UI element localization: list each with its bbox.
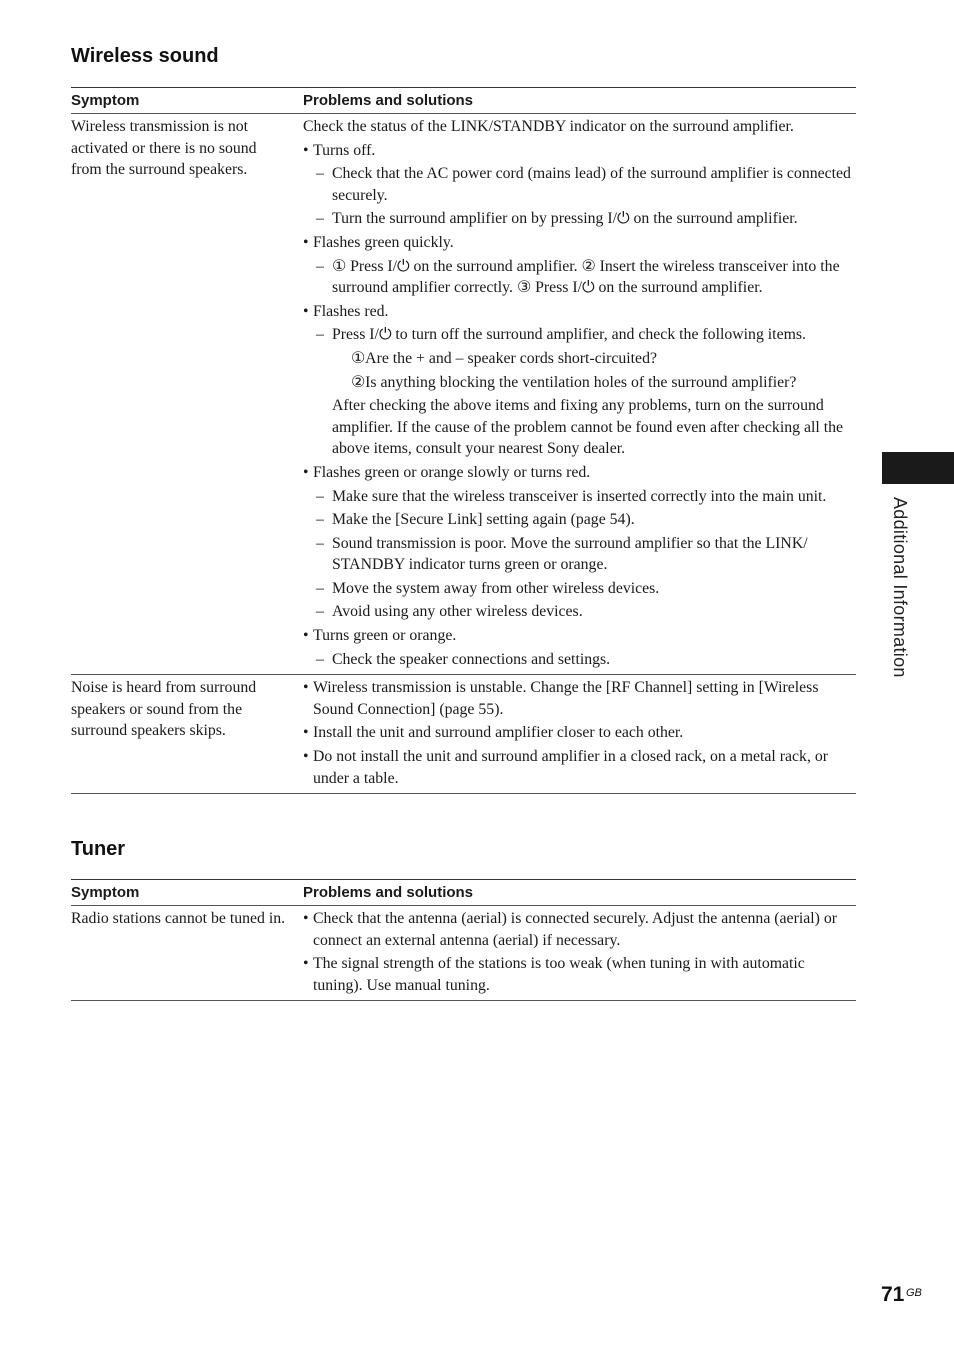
symptom-header: Symptom — [71, 880, 303, 906]
solution-lead: Check the status of the LINK/STANDBY indicator on the surround amplifier. — [303, 118, 794, 135]
dash-item — [303, 509, 856, 531]
bullet-text: Turns off. — [313, 141, 376, 159]
section-title-wireless-sound: Wireless sound — [71, 45, 219, 67]
dash-icon: – — [316, 650, 324, 668]
symptom-cell: Noise is heard from surround speakers or sound from the surround speakers skips. — [71, 675, 303, 794]
solutions-cell — [303, 906, 856, 1001]
dash-item — [303, 256, 856, 299]
symptom-cell: Radio stations cannot be tuned in. — [71, 906, 303, 1001]
table-header-row — [71, 88, 856, 114]
dash-item — [303, 533, 856, 576]
dash-item — [303, 601, 856, 623]
symptom-cell: Wireless transmission is not activated or there is no sound from the surround speakers. — [71, 114, 303, 675]
page-suffix: GB — [906, 1287, 922, 1299]
bullet-text: Check that the antenna (aerial) is connected securely. Adjust the antenna (aerial) or connect an external antenna (aerial) if necessary. — [313, 910, 837, 949]
bullet-text: Flashes red. — [313, 302, 389, 320]
bullet-icon: • — [303, 748, 309, 766]
dash-icon: – — [316, 257, 324, 275]
dash-text: Sound transmission is poor. Move the surround amplifier so that the LINK/ STANDBY indicator turns green or orange. — [332, 534, 808, 574]
bullet-text: Wireless transmission is unstable. Change the [RF Channel] setting in [Wireless Sound Connection] (page 55). — [313, 679, 819, 718]
bullet-text: Flashes green or orange slowly or turns red. — [313, 463, 591, 481]
dash-icon: – — [316, 579, 324, 597]
tuner-table — [71, 879, 856, 1001]
bullet-icon: • — [303, 141, 309, 159]
dash-text: Check the speaker connections and settings. — [332, 650, 611, 668]
bullet-icon: • — [303, 955, 309, 973]
dash-item — [303, 578, 856, 600]
dash-item — [303, 208, 856, 230]
dash-text: Press I/⏻ to turn off the surround amplifier, and check the following items. — [332, 326, 806, 344]
bullet-text: Do not install the unit and surround amplifier in a closed rack, on a metal rack, or under a table. — [313, 748, 829, 787]
symptom-header: Symptom — [71, 88, 303, 114]
bullet-icon: • — [303, 679, 309, 697]
side-tab-label: Additional Information — [890, 497, 910, 678]
solutions-cell — [303, 114, 856, 675]
bullet-icon: • — [303, 627, 309, 645]
dash-icon: – — [316, 603, 324, 621]
sub-check-item: ②Is anything blocking the ventilation holes of the surround amplifier? — [351, 373, 797, 391]
sub-check-item: ①Are the + and – speaker cords short-circuited? — [351, 349, 657, 367]
table-header-row — [71, 880, 856, 906]
dash-item — [303, 649, 856, 671]
dash-item — [303, 163, 856, 206]
dash-text: Make the [Secure Link] setting again (page 54). — [332, 511, 635, 529]
bullet-icon: • — [303, 910, 309, 927]
dash-item — [303, 486, 856, 508]
dash-text: ① Press I/⏻ on the surround amplifier. ② Insert the wireless transceiver into the surround amplifier correctly. ③ Press I/⏻ on the surround amplifier. — [332, 257, 840, 297]
wireless-sound-table — [71, 87, 856, 794]
table-row — [71, 675, 856, 794]
section-title-tuner: Tuner — [71, 838, 126, 860]
dash-icon: – — [316, 326, 324, 344]
solutions-header: Problems and solutions — [303, 880, 856, 906]
bullet-text: Install the unit and surround amplifier closer to each other. — [313, 724, 684, 742]
solutions-header: Problems and solutions — [303, 88, 856, 114]
dash-icon: – — [316, 210, 324, 228]
bullet-icon: • — [303, 463, 309, 481]
bullet-item — [303, 232, 856, 254]
bullet-item — [303, 746, 856, 789]
bullet-item — [303, 462, 856, 484]
note-paragraph: After checking the above items and fixing any problems, turn on the surround amplifier. If the cause of the problem cannot be found even after checking all the above items, consult your nearest Sony dealer. — [332, 397, 843, 458]
dash-icon: – — [316, 165, 324, 183]
dash-text: Make sure that the wireless transceiver is inserted correctly into the main unit. — [332, 487, 827, 505]
dash-text: Turn the surround amplifier on by pressing I/⏻ on the surround amplifier. — [332, 210, 798, 228]
bullet-text: Turns green or orange. — [313, 627, 457, 645]
dash-icon: – — [316, 534, 324, 552]
dash-item — [303, 324, 856, 346]
page-number: 71 — [881, 1283, 905, 1306]
bullet-item — [303, 722, 856, 744]
side-tab-marker — [882, 452, 954, 484]
dash-text: Move the system away from other wireless devices. — [332, 579, 660, 597]
table-row — [71, 906, 856, 1001]
dash-icon: – — [316, 487, 324, 505]
table-row — [71, 114, 856, 675]
dash-text: Avoid using any other wireless devices. — [332, 603, 583, 621]
solutions-cell — [303, 675, 856, 794]
bullet-item — [303, 908, 856, 951]
bullet-item — [303, 953, 856, 996]
bullet-text: Flashes green quickly. — [313, 233, 454, 251]
bullet-text: The signal strength of the stations is too weak (when tuning in with automatic tuning). Use manual tuning. — [313, 955, 805, 994]
bullet-icon: • — [303, 302, 309, 320]
dash-icon: – — [316, 511, 324, 529]
bullet-item — [303, 677, 856, 720]
dash-text: Check that the AC power cord (mains lead) of the surround amplifier is connected securely. — [332, 165, 851, 204]
bullet-icon: • — [303, 724, 309, 742]
bullet-item — [303, 301, 856, 323]
bullet-item — [303, 625, 856, 647]
bullet-item — [303, 140, 856, 162]
bullet-icon: • — [303, 233, 309, 251]
